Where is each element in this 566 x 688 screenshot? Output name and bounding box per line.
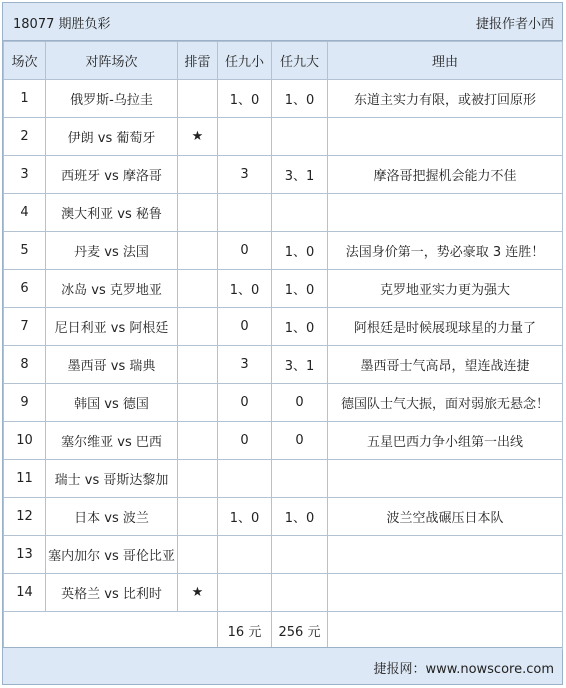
- table-row: [4, 232, 563, 270]
- total-nine-small: 16 元: [218, 612, 272, 650]
- row-nine-big: 1、0: [272, 498, 328, 536]
- row-reason: 阿根廷是时候展现球星的力量了: [328, 308, 563, 346]
- table-row: [4, 384, 563, 422]
- row-nine-big: 3、1: [272, 156, 328, 194]
- row-mine-star: [178, 308, 218, 346]
- row-number: 13: [4, 536, 46, 574]
- row-nine-big: [272, 460, 328, 498]
- title-bar: [3, 3, 562, 41]
- row-nine-small: 3: [218, 346, 272, 384]
- row-number: 4: [4, 194, 46, 232]
- row-nine-small: [218, 118, 272, 156]
- row-nine-big: 1、0: [272, 270, 328, 308]
- row-mine-star: [178, 80, 218, 118]
- row-mine-star: [178, 536, 218, 574]
- col-header-number: 场次: [4, 42, 46, 80]
- row-mine-star: [178, 422, 218, 460]
- row-match: 塞尔维亚 vs 巴西: [46, 422, 178, 460]
- row-match: 尼日利亚 vs 阿根廷: [46, 308, 178, 346]
- row-reason: [328, 536, 563, 574]
- row-nine-small: [218, 574, 272, 612]
- totals-empty: [328, 612, 563, 650]
- row-mine-star: [178, 232, 218, 270]
- table-row: [4, 194, 563, 232]
- row-nine-big: [272, 574, 328, 612]
- table-row: [4, 422, 563, 460]
- col-header-match: 对阵场次: [46, 42, 178, 80]
- row-nine-big: [272, 194, 328, 232]
- row-mine-star: [178, 384, 218, 422]
- table-row: [4, 118, 563, 156]
- row-number: 1: [4, 80, 46, 118]
- row-mine-star: [178, 270, 218, 308]
- row-nine-small: 1、0: [218, 498, 272, 536]
- row-match: 丹麦 vs 法国: [46, 232, 178, 270]
- row-reason: [328, 118, 563, 156]
- row-reason: 克罗地亚实力更为强大: [328, 270, 563, 308]
- row-number: 2: [4, 118, 46, 156]
- row-number: 11: [4, 460, 46, 498]
- row-match: 瑞士 vs 哥斯达黎加: [46, 460, 178, 498]
- table-row: [4, 498, 563, 536]
- row-nine-small: 3: [218, 156, 272, 194]
- row-reason: [328, 194, 563, 232]
- table-row: [4, 574, 563, 612]
- row-nine-big: 0: [272, 422, 328, 460]
- row-nine-small: 0: [218, 232, 272, 270]
- totals-row: [4, 612, 563, 650]
- row-reason: [328, 460, 563, 498]
- row-number: 3: [4, 156, 46, 194]
- col-header-reason: 理由: [328, 42, 563, 80]
- row-nine-small: 1、0: [218, 270, 272, 308]
- totals-spacer: [4, 612, 218, 650]
- row-reason: 德国队士气大振，面对弱旅无悬念！: [328, 384, 563, 422]
- row-match: 日本 vs 波兰: [46, 498, 178, 536]
- row-match: 冰岛 vs 克罗地亚: [46, 270, 178, 308]
- row-mine-star: [178, 498, 218, 536]
- row-number: 14: [4, 574, 46, 612]
- row-number: 12: [4, 498, 46, 536]
- row-mine-star: [178, 194, 218, 232]
- table-row: [4, 156, 563, 194]
- row-reason: 法国身价第一，势必豪取 3 连胜！: [328, 232, 563, 270]
- col-header-nine-small: 任九小: [218, 42, 272, 80]
- row-number: 9: [4, 384, 46, 422]
- row-mine-star: [178, 346, 218, 384]
- row-reason: 波兰空战碾压日本队: [328, 498, 563, 536]
- row-number: 5: [4, 232, 46, 270]
- prediction-sheet: [2, 2, 563, 685]
- row-reason: [328, 574, 563, 612]
- row-nine-small: [218, 536, 272, 574]
- row-nine-small: 0: [218, 384, 272, 422]
- row-nine-big: 0: [272, 384, 328, 422]
- row-mine-star: [178, 156, 218, 194]
- row-reason: 五星巴西力争小组第一出线: [328, 422, 563, 460]
- table-body: [4, 80, 563, 612]
- row-match: 英格兰 vs 比利时: [46, 574, 178, 612]
- table-header-row: [4, 42, 563, 80]
- row-nine-big: 1、0: [272, 308, 328, 346]
- row-match: 韩国 vs 德国: [46, 384, 178, 422]
- row-match: 墨西哥 vs 瑞典: [46, 346, 178, 384]
- row-match: 伊朗 vs 葡萄牙: [46, 118, 178, 156]
- row-nine-small: [218, 194, 272, 232]
- row-nine-small: [218, 460, 272, 498]
- row-number: 7: [4, 308, 46, 346]
- footer-site-link[interactable]: 捷报网：www.nowscore.com: [373, 662, 554, 677]
- row-reason: 摩洛哥把握机会能力不佳: [328, 156, 563, 194]
- row-nine-big: 1、0: [272, 80, 328, 118]
- table-row: [4, 346, 563, 384]
- row-nine-big: [272, 536, 328, 574]
- row-nine-small: 1、0: [218, 80, 272, 118]
- table-row: [4, 536, 563, 574]
- row-match: 塞内加尔 vs 哥伦比亚: [46, 536, 178, 574]
- row-nine-big: [272, 118, 328, 156]
- row-match: 西班牙 vs 摩洛哥: [46, 156, 178, 194]
- col-header-mine: 排雷: [178, 42, 218, 80]
- issue-title: 18077 期胜负彩: [13, 17, 111, 32]
- footer-bar: [3, 647, 562, 684]
- row-nine-small: 0: [218, 422, 272, 460]
- table-row: [4, 308, 563, 346]
- row-mine-star: ★: [178, 574, 218, 612]
- author-label: 捷报作者小西: [475, 17, 554, 32]
- row-match: 俄罗斯-乌拉圭: [46, 80, 178, 118]
- table-row: [4, 460, 563, 498]
- row-number: 10: [4, 422, 46, 460]
- row-reason: 墨西哥士气高昂，望连战连捷: [328, 346, 563, 384]
- row-nine-big: 1、0: [272, 232, 328, 270]
- row-mine-star: ★: [178, 118, 218, 156]
- match-table: [3, 41, 563, 650]
- row-number: 8: [4, 346, 46, 384]
- row-nine-big: 3、1: [272, 346, 328, 384]
- total-nine-big: 256 元: [272, 612, 328, 650]
- col-header-nine-big: 任九大: [272, 42, 328, 80]
- row-number: 6: [4, 270, 46, 308]
- row-reason: 东道主实力有限，或被打回原形: [328, 80, 563, 118]
- table-row: [4, 270, 563, 308]
- row-match: 澳大利亚 vs 秘鲁: [46, 194, 178, 232]
- row-nine-small: 0: [218, 308, 272, 346]
- table-row: [4, 80, 563, 118]
- row-mine-star: [178, 460, 218, 498]
